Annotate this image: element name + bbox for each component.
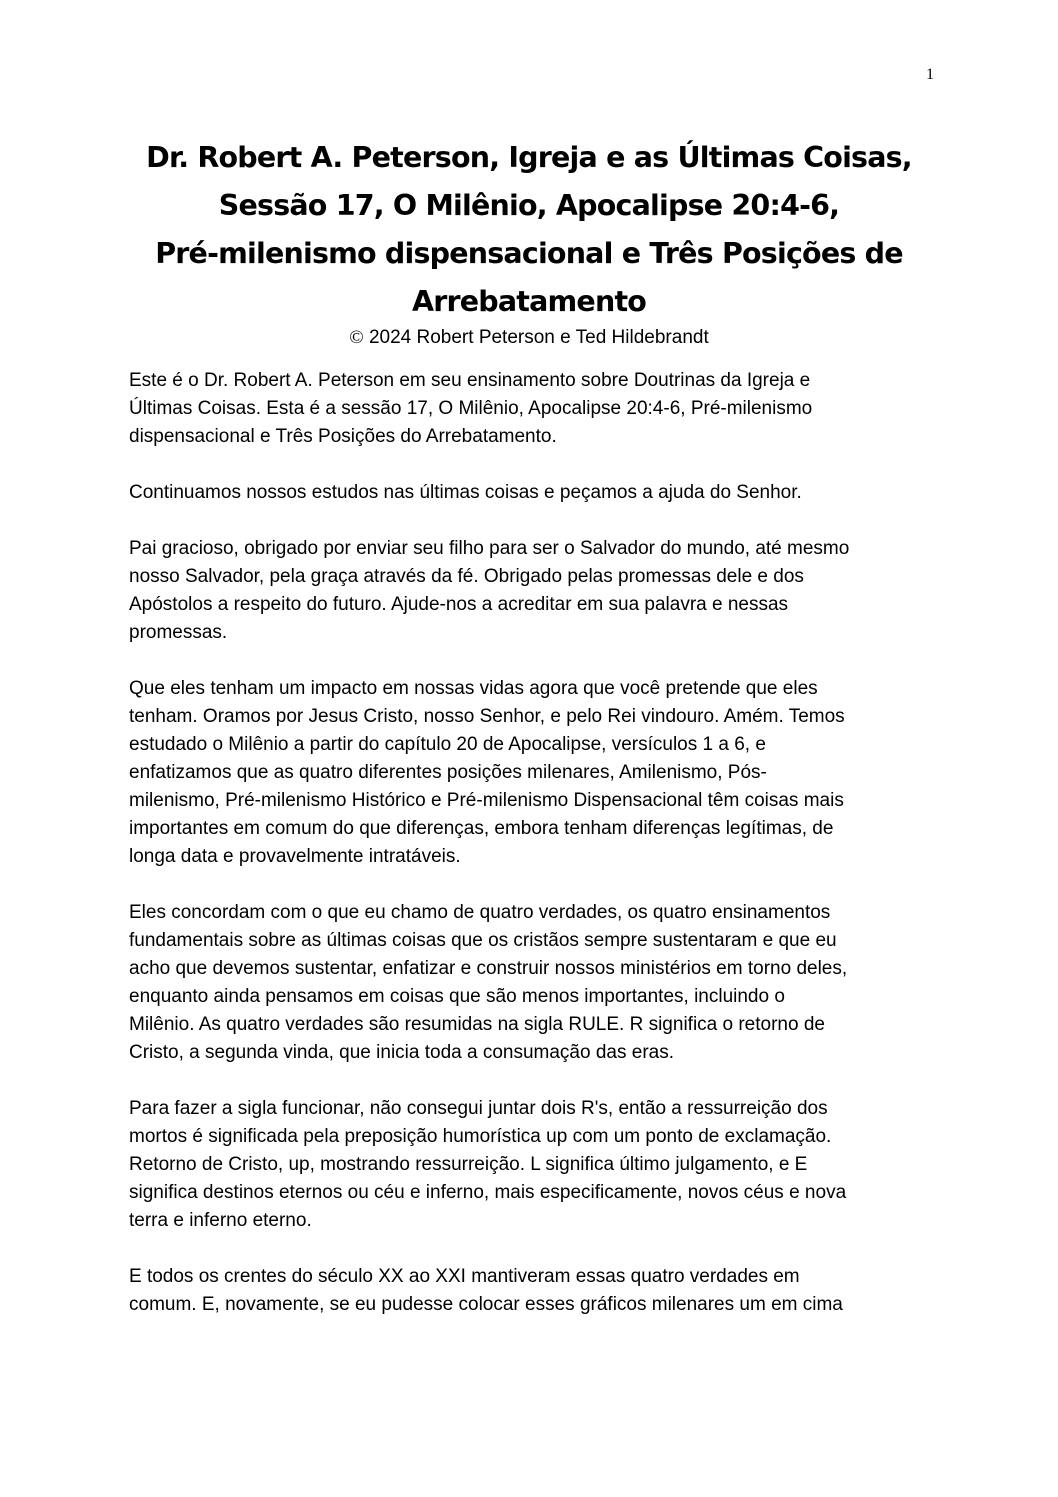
text-line: Últimas Coisas. Esta é a sessão 17, O Milênio, Apocalipse 20:4-6, Pré-milenismo	[129, 398, 813, 419]
text-line: Milênio. As quatro verdades são resumidas na sigla RULE. R significa o retorno de	[129, 1014, 825, 1035]
text-line: Que eles tenham um impacto em nossas vidas agora que você pretende que eles	[129, 678, 818, 699]
document-title	[100, 134, 958, 326]
paragraph	[129, 535, 941, 647]
title-line: Pré-milenismo dispensacional e Três Posições de	[155, 237, 903, 270]
copyright-symbol: ©	[349, 327, 364, 348]
text-line: acho que devemos sustentar, enfatizar e construir nossos ministérios em torno deles,	[129, 958, 848, 979]
text-line: Apóstolos a respeito do futuro. Ajude-nos a acreditar em sua palavra e nessas	[129, 594, 789, 615]
text-line: dispensacional e Três Posições do Arrebatamento.	[129, 426, 557, 447]
text-line: Retorno de Cristo, up, mostrando ressurreição. L significa último julgamento, e E	[129, 1154, 808, 1175]
text-line: mortos é significada pela preposição humorística up com um ponto de exclamação.	[129, 1126, 832, 1147]
text-line: Para fazer a sigla funcionar, não consegui juntar dois R's, então a ressurreição dos	[129, 1098, 828, 1119]
text-line: terra e inferno eterno.	[129, 1210, 312, 1231]
paragraph	[129, 899, 941, 1067]
text-line: enquanto ainda pensamos em coisas que são menos importantes, incluindo o	[129, 986, 785, 1007]
paragraph	[129, 675, 941, 871]
paragraph	[129, 367, 941, 451]
text-line: Cristo, a segunda vinda, que inicia toda a consumação das eras.	[129, 1042, 674, 1063]
text-line: fundamentais sobre as últimas coisas que os cristãos sempre sustentaram e que eu	[129, 930, 837, 951]
text-line: Eles concordam com o que eu chamo de quatro verdades, os quatro ensinamentos	[129, 902, 831, 923]
text-line: significa destinos eternos ou céu e inferno, mais especificamente, novos céus e nova	[129, 1182, 847, 1203]
text-line: Pai gracioso, obrigado por enviar seu filho para ser o Salvador do mundo, até mesmo	[129, 538, 850, 559]
text-line: promessas.	[129, 622, 228, 643]
text-line: importantes em comum do que diferenças, embora tenham diferenças legítimas, de	[129, 818, 834, 839]
copyright-notice	[100, 325, 958, 351]
page-number: 1	[926, 66, 934, 83]
text-line: Este é o Dr. Robert A. Peterson em seu ensinamento sobre Doutrinas da Igreja e	[129, 370, 811, 391]
text-line: comum. E, novamente, se eu pudesse colocar esses gráficos milenares um em cima	[129, 1294, 843, 1315]
text-line: Continuamos nossos estudos nas últimas coisas e peçamos a ajuda do Senhor.	[129, 482, 802, 503]
paragraph	[129, 1263, 941, 1319]
title-line: Arrebatamento	[411, 285, 647, 318]
text-line: nosso Salvador, pela graça através da fé. Obrigado pelas promessas dele e dos	[129, 566, 804, 587]
text-line: estudado o Milênio a partir do capítulo 20 de Apocalipse, versículos 1 a 6, e	[129, 734, 766, 755]
copyright-text: 2024 Robert Peterson e Ted Hildebrandt	[363, 327, 709, 348]
text-line: tenham. Oramos por Jesus Cristo, nosso Senhor, e pelo Rei vindouro. Amém. Temos	[129, 706, 845, 727]
document-body	[129, 367, 941, 1347]
text-line: enfatizamos que as quatro diferentes posições milenares, Amilenismo, Pós-	[129, 762, 767, 783]
paragraph	[129, 1095, 941, 1235]
paragraph	[129, 479, 941, 507]
text-line: E todos os crentes do século XX ao XXI mantiveram essas quatro verdades em	[129, 1266, 800, 1287]
text-line: longa data e provavelmente intratáveis.	[129, 846, 461, 867]
document-header	[100, 134, 958, 351]
title-line: Sessão 17, O Milênio, Apocalipse 20:4-6,	[218, 189, 840, 222]
title-line: Dr. Robert A. Peterson, Igreja e as Últimas Coisas,	[146, 141, 912, 174]
text-line: milenismo, Pré-milenismo Histórico e Pré-milenismo Dispensacional têm coisas mais	[129, 790, 844, 811]
